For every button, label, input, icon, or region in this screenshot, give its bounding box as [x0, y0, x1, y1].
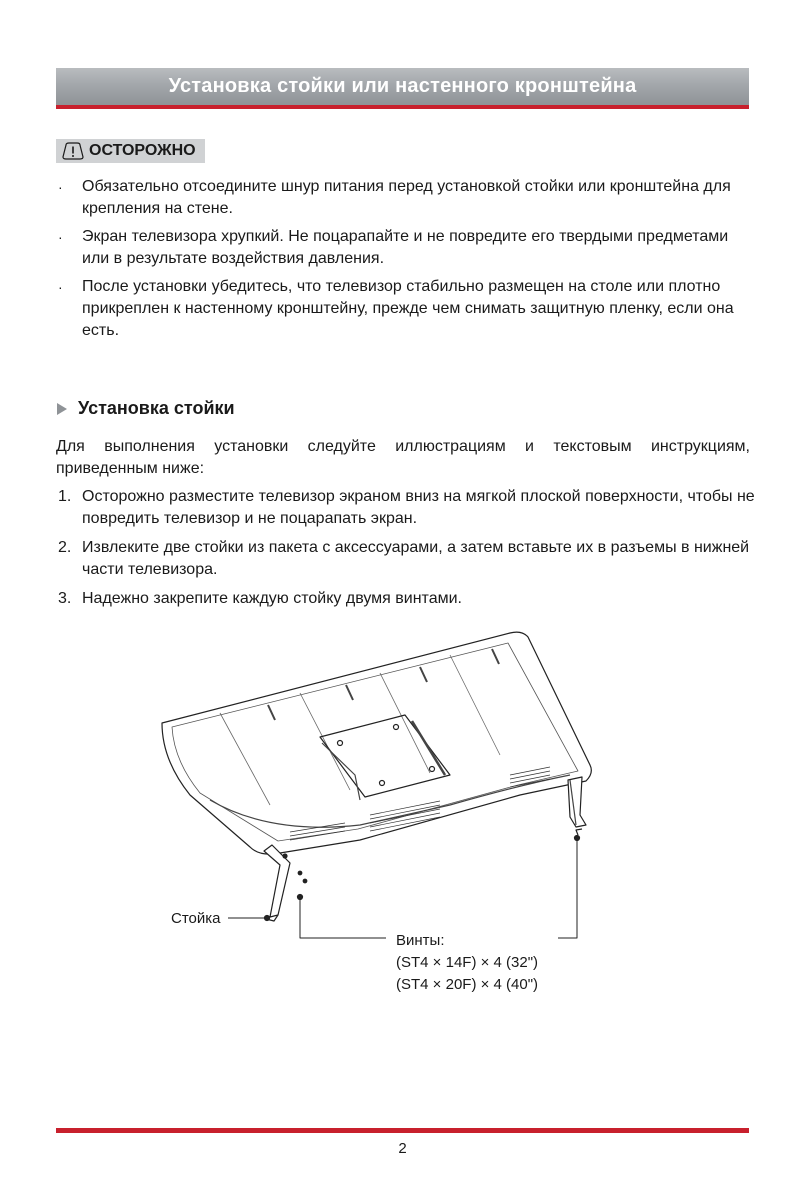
list-item [56, 176, 756, 220]
list-item [56, 588, 756, 610]
caution-list [56, 176, 756, 348]
list-item [56, 226, 756, 270]
caution-text: Экран телевизора хрупкий. Не поцарапайте и не повредите его твердыми предметами или в результате воздействия давления. [82, 228, 729, 267]
left-stand [264, 845, 290, 921]
left-screw [298, 871, 302, 875]
step-number: 2. [58, 539, 72, 556]
tv-stand-illustration [150, 625, 610, 1005]
section-intro: Для выполнения установки следуйте иллюстрациям и текстовым инструкциям, приведенным ниже: [56, 438, 750, 477]
section-title: Установка стойки [78, 398, 235, 418]
triangle-bullet-icon [56, 402, 68, 416]
bullet-dot: · [58, 229, 63, 245]
caution-text: Обязательно отсоедините шнур питания перед установкой стойки или кронштейна для крепления на стене. [82, 178, 731, 217]
steps-list [56, 486, 756, 617]
page-title: Установка стойки или настенного кронштейна [168, 75, 637, 97]
step-number: 1. [58, 488, 72, 505]
list-item [56, 486, 756, 530]
caution-text: После установки убедитесь, что телевизор стабильно размещен на столе или плотно прикреплен к настенному кронштейну, прежде чем снимать защитную пленку, если она есть. [82, 278, 734, 339]
screws-spec-40: (ST4 × 20F) × 4 (40") [396, 976, 539, 993]
caution-badge [56, 139, 205, 163]
footer-divider [56, 1128, 749, 1133]
right-stand [568, 777, 586, 835]
bullet-dot: · [58, 279, 63, 295]
page-number: 2 [398, 1140, 407, 1157]
caution-icon [62, 142, 84, 160]
screws-spec-32: (ST4 × 14F) × 4 (32") [396, 954, 539, 971]
step-text: Извлеките две стойки из пакета с аксессуарами, а затем вставьте их в разъемы в нижней части телевизора. [82, 539, 750, 578]
bullet-dot: · [58, 179, 63, 195]
section-heading [56, 398, 235, 419]
vesa-mount-plate [320, 715, 450, 797]
step-text: Осторожно разместите телевизор экраном вниз на мягкой плоской поверхности, чтобы не повредить телевизор и не поцарапать экран. [82, 488, 755, 527]
step-number: 3. [58, 590, 72, 607]
screw-leader-line-right [558, 838, 577, 938]
step-text: Надежно закрепите каждую стойку двумя винтами. [82, 590, 462, 607]
stand-callout: Стойка [171, 910, 221, 927]
screw-leader-line-left [300, 897, 386, 938]
list-item [56, 537, 756, 581]
page-header [56, 68, 749, 109]
caution-label: ОСТОРОЖНО [89, 142, 196, 159]
screws-callout [396, 930, 538, 996]
screws-label: Винты: [396, 932, 445, 949]
list-item [56, 276, 756, 342]
